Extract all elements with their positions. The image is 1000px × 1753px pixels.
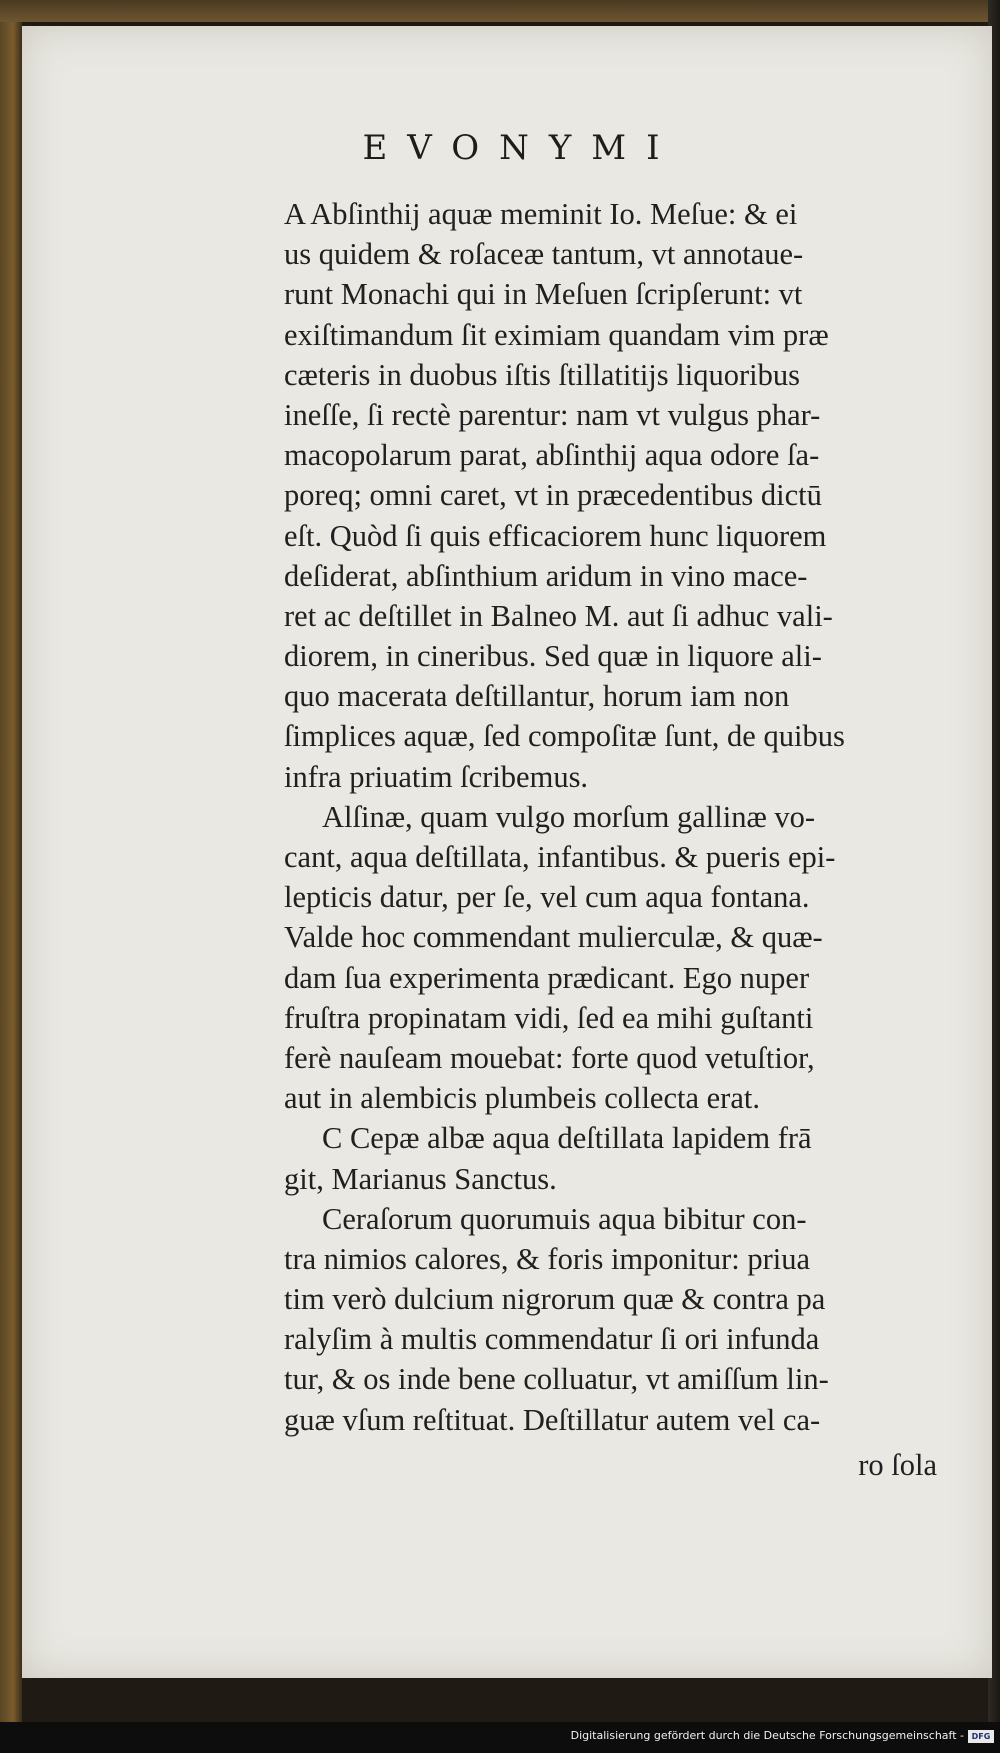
footer-credit: Digitalisierung gefördert durch die Deutsche Forschungsgemeinschaft - — [570, 1729, 964, 1742]
book-page — [22, 26, 992, 1678]
text-line: cæteris in duobus iſtis ſtillatitijs liquoribus — [284, 357, 800, 392]
text-line: ſimplices aquæ, ſed compoſitæ ſunt, de quibus — [284, 719, 845, 754]
text-line: dam ſua experimenta prædicant. Ego nuper — [284, 960, 810, 995]
text-line: infra priuatim ſcribemus. — [284, 759, 589, 794]
text-line: diorem, in cineribus. Sed quæ in liquore ali- — [284, 639, 822, 674]
text-line: git, Marianus Sanctus. — [284, 1161, 557, 1196]
book-binding-edge — [0, 0, 22, 1753]
book-top-edge — [0, 0, 1000, 22]
paragraph-alsine — [284, 797, 984, 1119]
text-line: Valde hoc commendant mulierculæ, & quæ- — [284, 920, 823, 955]
running-header: EVONYMI — [362, 128, 680, 168]
paragraph-absinthium — [284, 194, 984, 797]
text-line: eſt. Quòd ſi quis efficaciorem hunc liquorem — [284, 518, 827, 553]
text-line: A Abſinthij aquæ meminit Io. Meſue: & ei — [284, 197, 798, 231]
text-line: Alſinæ, quam vulgo morſum gallinæ vo- — [322, 799, 816, 834]
text-line: C Cepæ albæ aqua deſtillata lapidem frā — [322, 1121, 812, 1156]
text-line: ret ac deſtillet in Balneo M. aut ſi adhuc vali- — [284, 598, 833, 633]
text-line: guæ vſum reſtituat. Deſtillatur autem vel ca- — [284, 1402, 821, 1437]
text-line: tra nimios calores, & foris imponitur: priua — [284, 1241, 811, 1276]
text-line: Ceraſorum quorumuis aqua bibitur con- — [322, 1201, 807, 1236]
text-line: exiſtimandum ſit eximiam quandam vim præ — [284, 317, 829, 352]
text-line: fruſtra propinatam vidi, ſed ea mihi guſtanti — [284, 1000, 814, 1035]
text-line: tim verò dulcium nigrorum quæ & contra pa — [284, 1282, 826, 1317]
text-line: poreq; omni caret, vt in præcedentibus dictū — [284, 478, 822, 513]
paragraph-cerasa — [284, 1199, 984, 1440]
text-line: deſiderat, abſinthium aridum in vino mace- — [284, 558, 808, 593]
paragraph-cepa — [284, 1118, 984, 1198]
text-line: ineſſe, ſi rectè parentur: nam vt vulgus phar- — [284, 397, 821, 432]
text-line: cant, aqua deſtillata, infantibus. & pueris epi- — [284, 840, 836, 874]
text-block — [284, 194, 984, 1440]
text-line: lepticis datur, per ſe, vel cum aqua fontana. — [284, 880, 810, 915]
text-line: macopolarum parat, abſinthij aqua odore ſa- — [284, 438, 820, 473]
text-line: tur, & os inde bene colluatur, vt amiſſum lin- — [284, 1362, 829, 1397]
text-line: quo macerata deſtillantur, horum iam non — [284, 679, 790, 714]
dfg-logo: DFG — [968, 1730, 994, 1743]
text-line: us quidem & roſaceæ tantum, vt annotaue- — [284, 237, 804, 272]
catchword: ro ſola — [858, 1448, 937, 1482]
text-line: runt Monachi qui in Meſuen ſcripſerunt: vt — [284, 277, 803, 312]
text-line: ferè nauſeam mouebat: forte quod vetuſtior, — [284, 1040, 815, 1075]
text-line: ralyſim à multis commendatur ſi ori infunda — [284, 1322, 820, 1357]
text-line: aut in alembicis plumbeis collecta erat. — [284, 1081, 760, 1116]
